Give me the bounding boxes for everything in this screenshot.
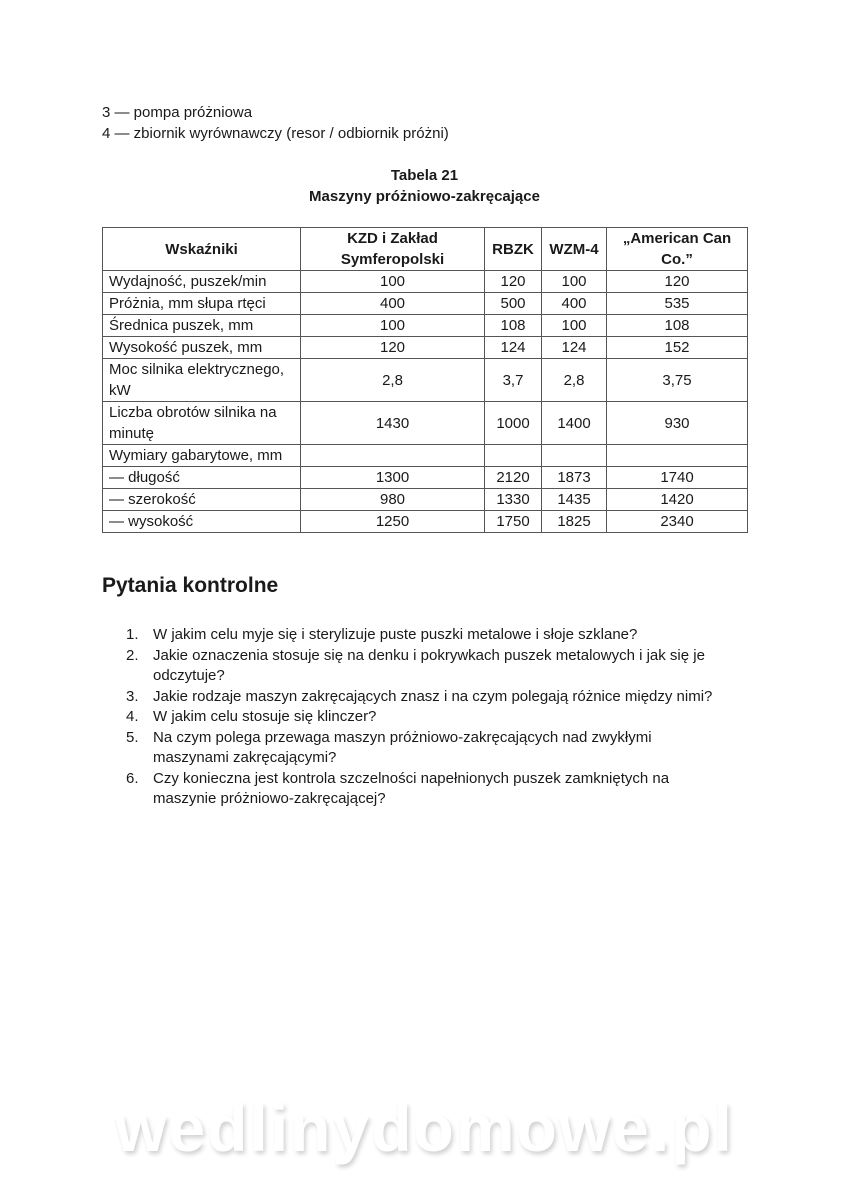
- question-number: 6.: [126, 769, 139, 787]
- row-label: Wydajność, puszek/min: [103, 271, 301, 293]
- question-number: 2.: [126, 646, 139, 664]
- question-item: [102, 707, 722, 728]
- table-cell: 152: [607, 337, 748, 359]
- questions-list: [102, 625, 722, 810]
- table-cell: 108: [607, 315, 748, 337]
- table-cell: 100: [542, 315, 607, 337]
- row-label: Liczba obrotów silnika na minutę: [103, 402, 301, 445]
- question-number: 4.: [126, 708, 139, 725]
- row-label: Średnica puszek, mm: [103, 315, 301, 337]
- table-row: [103, 489, 748, 511]
- table-cell: 100: [301, 271, 485, 293]
- row-label: — wysokość: [103, 511, 301, 533]
- table-cell: 1873: [542, 467, 607, 489]
- row-label: Wymiary gabarytowe, mm: [103, 445, 301, 467]
- column-header: WZM-4: [542, 228, 607, 271]
- table-cell: 2,8: [542, 359, 607, 402]
- section-title: Pytania kontrolne: [102, 574, 279, 597]
- figure-legend: [102, 102, 449, 144]
- question-text: Jakie rodzaje maszyn zakręcających znasz i na czym polegają różnice między nimi?: [153, 687, 713, 705]
- table-cell: 400: [301, 293, 485, 315]
- column-header: Wskaźniki: [103, 228, 301, 271]
- table-cell: 120: [301, 337, 485, 359]
- machines-table: [102, 227, 748, 533]
- table-cell: 3,7: [485, 359, 542, 402]
- legend-item: 3 — pompa próżniowa: [102, 104, 253, 121]
- table-header-row: [103, 228, 748, 271]
- table-cell: 3,75: [607, 359, 748, 402]
- table-cell: 2120: [485, 467, 542, 489]
- table-row: [103, 271, 748, 293]
- table-row: [103, 337, 748, 359]
- table-cell: 100: [542, 271, 607, 293]
- row-label: Moc silnika elektrycznego, kW: [103, 359, 301, 402]
- table-cell: 124: [485, 337, 542, 359]
- table-cell: 1825: [542, 511, 607, 533]
- row-label: Próżnia, mm słupa rtęci: [103, 293, 301, 315]
- question-item: [102, 625, 722, 646]
- question-number: 5.: [126, 728, 139, 746]
- watermark: wedlinydomowe.pl: [115, 1091, 734, 1165]
- table-cell: [485, 445, 542, 467]
- column-header: KZD i Zakład Symferopolski: [301, 228, 485, 271]
- question-text: Na czym polega przewaga maszyn próżniowo-zakręcających nad zwykłymi maszynami zakręcającymi?: [153, 728, 652, 766]
- table-row: [103, 511, 748, 533]
- table-cell: 1000: [485, 402, 542, 445]
- table-row: [103, 445, 748, 467]
- table-title: Maszyny próżniowo-zakręcające: [309, 188, 540, 205]
- table-cell: 1400: [542, 402, 607, 445]
- table-cell: [542, 445, 607, 467]
- question-number: 1.: [126, 626, 139, 643]
- question-item: [102, 769, 722, 810]
- table-cell: 1435: [542, 489, 607, 511]
- question-item: [102, 646, 722, 687]
- question-item: [102, 687, 722, 708]
- table-cell: 1250: [301, 511, 485, 533]
- table-cell: 100: [301, 315, 485, 337]
- table-row: [103, 402, 748, 445]
- question-text: W jakim celu myje się i sterylizuje puste puszki metalowe i słoje szklane?: [153, 626, 638, 643]
- table-cell: 108: [485, 315, 542, 337]
- question-item: [102, 728, 722, 769]
- table-cell: 400: [542, 293, 607, 315]
- table-row: [103, 315, 748, 337]
- table-row: [103, 467, 748, 489]
- table-cell: 1300: [301, 467, 485, 489]
- table-cell: 120: [485, 271, 542, 293]
- table-cell: 1750: [485, 511, 542, 533]
- table-cell: 2,8: [301, 359, 485, 402]
- table-cell: 980: [301, 489, 485, 511]
- table-cell: 500: [485, 293, 542, 315]
- table-cell: 1420: [607, 489, 748, 511]
- row-label: — szerokość: [103, 489, 301, 511]
- table-cell: 1330: [485, 489, 542, 511]
- question-text: Czy konieczna jest kontrola szczelności napełnionych puszek zamkniętych na maszynie próżniowo-zakręcającej?: [153, 769, 670, 807]
- table-cell: 2340: [607, 511, 748, 533]
- table-cell: 1740: [607, 467, 748, 489]
- table-row: [103, 293, 748, 315]
- table-caption: [0, 165, 849, 207]
- column-header: „American Can Co.”: [607, 228, 748, 271]
- table-cell: 535: [607, 293, 748, 315]
- table-number: Tabela 21: [390, 167, 459, 184]
- table-cell: [607, 445, 748, 467]
- row-label: Wysokość puszek, mm: [103, 337, 301, 359]
- column-header: RBZK: [485, 228, 542, 271]
- table-cell: [301, 445, 485, 467]
- question-number: 3.: [126, 687, 139, 705]
- row-label: — długość: [103, 467, 301, 489]
- table-cell: 930: [607, 402, 748, 445]
- question-text: Jakie oznaczenia stosuje się na denku i pokrywkach puszek metalowych i jak się je odczytuje?: [153, 646, 705, 684]
- table-cell: 124: [542, 337, 607, 359]
- table-row: [103, 359, 748, 402]
- table-cell: 1430: [301, 402, 485, 445]
- table-cell: 120: [607, 271, 748, 293]
- question-text: W jakim celu stosuje się klinczer?: [153, 708, 377, 725]
- legend-item: 4 — zbiornik wyrównawczy (resor / odbiornik próżni): [102, 125, 449, 142]
